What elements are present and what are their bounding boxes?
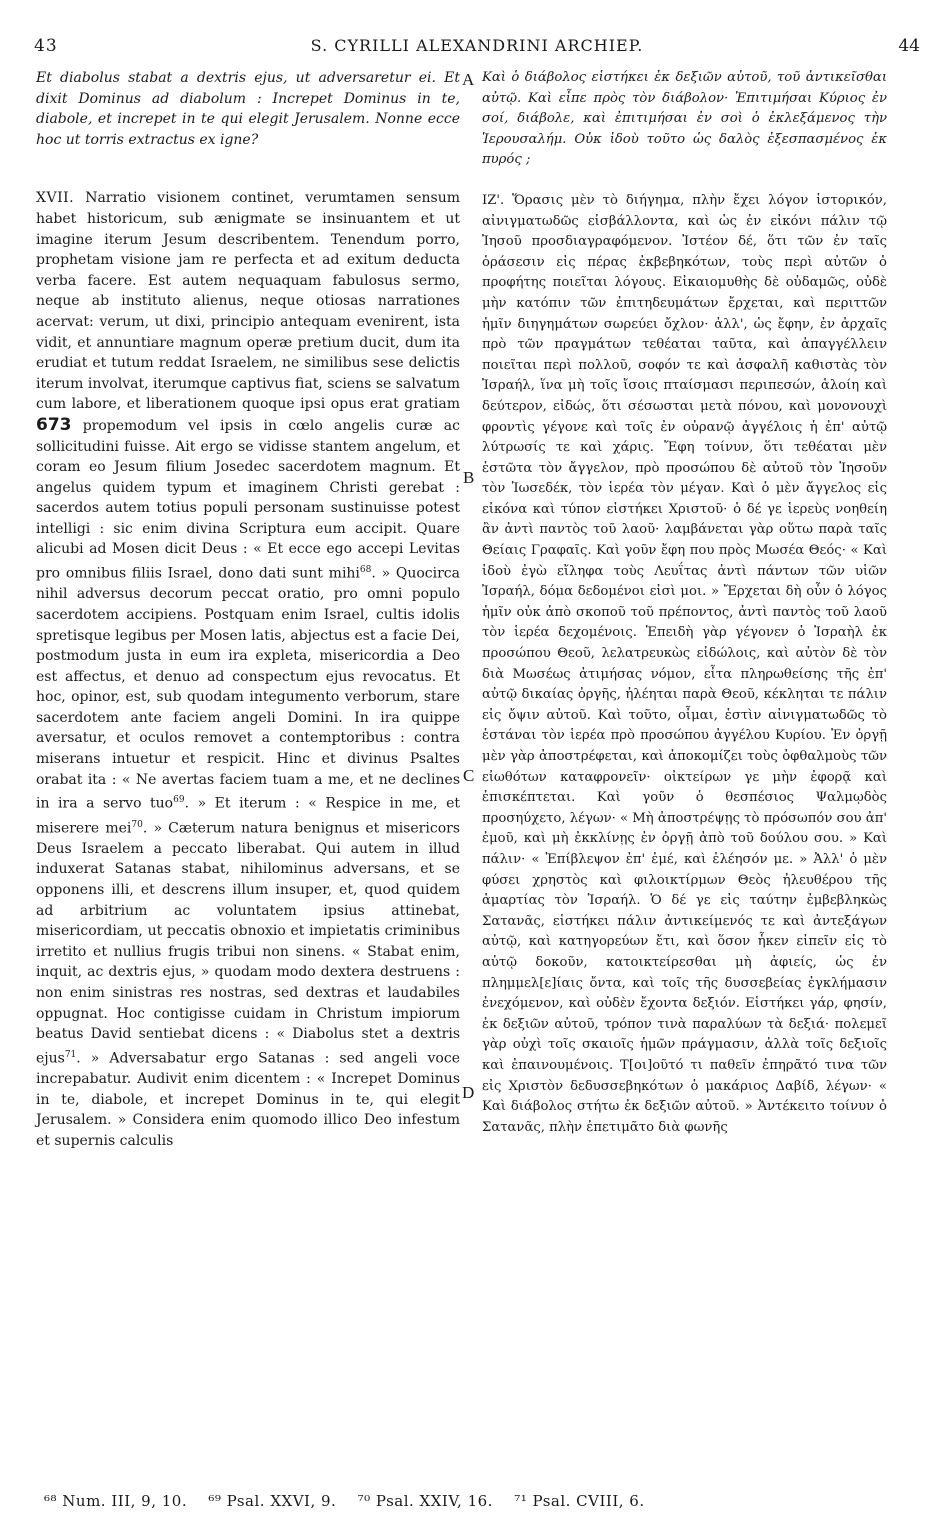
greek-text: Ὅρασις μὲν τὸ διήγημα, πλὴν ἔχει λόγον ἱστορικόν, αἰνιγματωδῶς εἰσβάλλοντα, καὶ ὡς ἐν εἰκόνι πάλιν τῷ Ἰησοῦ προσδιαγραφόμενον. Ἰστέον δέ, ὅτι τῶν ἐν ταῖς ὁράσεσιν εἰς πέρας ἐκβεβηκότων, τοὺς περὶ αὐτῶν ὁ προφήτης ποιεῖται λόγους. Εἰκαιομυθὴς δὲ οὐδαμῶς, οὐδὲ μὴν κατόπιν τῶν ἐπιτηδευμάτων ἔρχεται, καὶ περιττῶν ἡμῖν διηγημάτων σωρεύει ὄχλον· ἀλλ', ὡς ἔφην, ἐν ἀρχαῖς πρὸ τῶν πραγμάτων τεθέαται ταῦτα, καὶ ἀπαγγέλλειν ποιεῖται περὶ πολλοῦ, σοφόν τε καὶ ἀσφαλῆ καθιστὰς τὸν Ἰσραήλ, ἵνα μὴ τοῖς ἴσοις πταίσμασι περιπεσών, ἁλοίη καὶ δεύτερον, εἰδώς, ὅτι σέσωσται μετὰ πόνου, καὶ μονονουχὶ φροντὶς γέγονε καὶ τοῖς ἐν οὐρανῷ ἀγγέλοις ἡ ἐπ' αὐτῷ λύτρωσίς τε καὶ χάρις. Ἔφη τοίνυν, ὅτι τεθέαται μὲν ἑστῶτα τὸν ἄγγελον, πρὸ προσώπου δὲ αὐτοῦ τὸν Ἰησοῦν τὸν Ἰωσεδέκ, τὸν ἱερέα τὸν μέγαν. Καὶ ὁ μὲν ἄγγελος εἰς εἰκόνα καὶ τύπον εἱστήκει Χριστοῦ· ὁ δέ γε ἱερεὺς νοηθείη ἂν ἀντὶ παντὸς τοῦ λαοῦ· λαμβάνεται γὰρ οὕτω παρὰ ταῖς Θείαις Γραφαῖς. Καὶ γοῦν ἔφη που πρὸς Μωσέα Θεός· « Καὶ ἰδοὺ ἐγὼ εἴληφα τοὺς Λευΐτας ἀντὶ πάντων τῶν υἱῶν Ἰσραήλ, δόμα δεδομένοι εἰσὶ μοι. » Ἔρχεται δὴ οὖν ὁ λόγος ἡμῖν οὐκ ἀπὸ σκοποῦ τοῦ πρέποντος, ἀντὶ παντὸς τοῦ λαοῦ τὸν ἱερέα δεχομένοις. Ἐπειδὴ γὰρ γέγονεν ὁ Ἰσραὴλ ἐκ προσώπου Θεοῦ, λελατρευκὼς εἰδώλοις, καὶ αὐτὸν δὲ τὸν διὰ Μωσέως ἀτιμήσας νόμον, εἶτα πληρωθείσης τῆς ἐπ' αὐτῷ δικαίας ὀργῆς, ἠλέηται παρὰ Θεοῦ, κέκληται τε πάλιν εἰς ὄψιν αὐτοῦ. Καὶ τοῦτο, οἶμαι, ἐστὶν αἰνιγματωδῶς τὸ ἑστάναι τὸν ἱερέα πρὸ προσώπου ἀγγέλου Κυρίου. Ἐν ὀργῇ μὲν γὰρ ἀποστρέφεται, καὶ ἀποκομίζει τοὺς ὀφθαλμοὺς τῶν εἰωθότων καταφρονεῖν· οἰκτείρων γε μὴν ἐφορᾷ καὶ ἐπισκέπτεται. Καὶ γοῦν ὁ θεσπέσιος Ψαλμῳδὸς προσηύχετο, λέγων· « Μὴ ἀποστρέψῃς τὸ πρόσωπόν σου ἀπ' ἐμοῦ, καὶ μὴ ἐκκλίνῃς ἐν ὀργῇ ἀπὸ τοῦ δούλου σου. » Καὶ πάλιν· « Ἐπίβλεψον ἐπ' ἐμέ, καὶ ἐλέησόν με. » Ἀλλ' ὁ μὲν φύσει χρηστὸς καὶ φιλοικτίρμων Θεὸς ἠλευθέρου τῆς ἁμαρτίας τὸν Ἰσραήλ. Ὁ δέ γε εἰς ταύτην ἐμβεβληκὼς Σατανᾶς, εἱστήκει πάλιν ἀντικείμενός τε καὶ ἀντεξάγων αὐτῷ, καὶ κατηγορεύων ἔτι, καὶ ὅσον ἧκεν εἰπεῖν εἰς τὸ αὐτῷ δοκοῦν, κατοικτείρεσθαι μὴ ἀφιείς, ὡς ἐν πλημμελ[ε]ίαις ὄντα, καὶ τοῖς τῆς δυσσεβείας ἐγκλήμασιν ἐνεχόμενον, καὶ οὐδὲν ἔχοντα δεξιόν. Εἱστήκει γάρ, φησίν, ἐκ δεξιῶν αὐτοῦ, τρόπον τινὰ παραλύων τὰ δεξιά· πολεμεῖ γὰρ οὐχὶ τοῖς σκαιοῖς ἡμῶν πράγμασιν, ἀλλὰ τοῖς δεξιοῖς καὶ ἐπαινουμένοις. Τ[οι]οῦτό τι παθεῖν ἐπηρᾶτό τινα τῶν εἰς Χριστὸν δεδυσσεβηκότων ὁ μακάριος Δαβίδ, λέγων· « Καὶ διάβολος στήτω ἐκ δεξιῶν αὐτοῦ. » Ἀντέκειτο τοίνυν ὁ Σατανᾶς, πλὴν ἐπετιμᾶτο διὰ φωνῆς [482,192,887,1135]
latin-text-3: . » Quocirca nihil adversus decorum peccat oratio, pro omni populo sacerdotem accipiens. Postquam enim Israel, cultis idolis spretisque legibus per Mosen latis, abjectus est a facie Dei, postmodum justa in eum ira expleta, misericordia a Deo est affectus, et denuo ad conspectum ejus revocatus. Et hoc, opinor, est, sub quodam integumento verborum, stare sacerdotem ante faciem angeli Domini. In ira quippe aversatur, et oculos removet a contemptoribus : contra miserans intuetur et respicit. Hinc et divinus Psaltes orabat ita : « Ne avertas faciem tuam a me, et ne declines in ira a servo tuo [36,565,460,812]
footnote-70: ⁷⁰ Psal. XXIV, 16. [357,1492,493,1510]
latin-section-number: XVII. [36,190,75,207]
margin-marker-b: B [463,468,475,487]
margin-marker-a: A [462,70,475,89]
greek-column [482,68,887,1138]
page-number-right: 44 [898,36,920,56]
footnote-ref-71: 71 [64,1049,77,1060]
footnote-ref-70: 70 [131,819,143,830]
latin-text-2: propemodum vel ipsis in cœlo angelis curæ ac sollicitudini fuisse. Ait ergo se vidisse stantem angelum, et coram eo Jesum filium Josedec sacerdotem magnum. Et angelus quidem typum et imaginem Christi gerebat : sacerdos autem totius populi personam sustinuisse potest intelligi : sic enim divina Scriptura eum accipit. Quare alicubi ad Mosen dicit Deus : « Et ecce ego accepi Levitas pro omnibus filiis Israel, dono dati sunt mihi [36,417,460,582]
running-title: S. CYRILLI ALEXANDRINI ARCHIEP. [310,36,644,55]
margin-marker-c: C [463,766,475,785]
latin-intro: Et diabolus stabat a dextris ejus, ut adversaretur ei. Et dixit Dominus ad diabolum : Increpet Dominus in te, diabole, et increpet in te qui elegit Jerusalem. Nonne ecce hoc ut torris extractus ex igne? [36,70,460,148]
footnote-ref-69: 69 [173,795,185,806]
greek-body [482,191,887,1138]
latin-column [36,68,460,1151]
column-number: 673 [36,414,72,435]
latin-text-6: . » Adversabatur ergo Satanas : sed angeli voce increpabatur. Audivit enim dicentem : « Increpet Dominus in te, diabole, et increpet Dominus in te, qui elegit Jerusalem. » Considera enim quomodo illico Deo infestum et supernis calculis [36,1050,460,1149]
footnote-71: ⁷¹ Psal. CVIII, 6. [514,1492,645,1510]
latin-body [36,188,460,1151]
greek-section-number: ΙΖ'. [482,192,505,208]
footnote-ref-68: 68 [359,565,372,576]
latin-text-1: Narratio visionem continet, verumtamen sensum habet historicum, sub ænigmate se insinuantem et ut imagine iterum Jesum describentem. Tenendum porro, prophetam visione jam re perfecta et ad exitum deducta verba facere. Est autem nequaquam fabulosus sermo, neque ab instituto alienus, neque otiosas narrationes acervat: verum, ut dixi, principio antequam evenirent, ista vidit, et annuntiare magnum operæ pretium ducit, dum ita erudiat et tutum reddat Israelem, ne similibus sese delictis iterum involvat, iterumque captivus fiat, sciens se salvatum cum labore, et liberationem quoque ipsi opus erat gratiam [36,190,460,413]
greek-intro: Καὶ ὁ διάβολος εἱστήκει ἐκ δεξιῶν αὐτοῦ, τοῦ ἀντικεῖσθαι αὐτῷ. Καὶ εἶπε πρὸς τὸν διάβολον· Ἐπιτιμήσαι Κύριος ἐν σοί, διάβολε, καὶ ἐπιτιμήσαι ἐν σοὶ ὁ ἐκλεξάμενος τὴν Ἱερουσαλήμ. Οὐκ ἰδοὺ τοῦτο ὡς δαλὸς ἐξεσπασμένος ἐκ πυρός ; [482,70,887,168]
running-header [34,36,920,60]
footnote-69: ⁶⁹ Psal. XXVI, 9. [208,1492,337,1510]
footnotes [44,1492,904,1510]
footnote-68: ⁶⁸ Num. III, 9, 10. [44,1492,188,1510]
margin-marker-d: D [462,1083,475,1102]
latin-text-4: . » Et iterum : « Respice in me, et miserere mei [36,795,461,837]
latin-text-5: . » Cæterum natura benignus et misericors Deus Israelem a peccato liberabat. Qui autem in illud induxerat Satanas stabat, nihilominus adversans, et se opponens illi, et descrens illum insuper, et, quod quidem ad arbitrium ac voluntatem ipsius attinebat, misericordiam, ut peccatis obnoxio et impietatis criminibus irretito et nullius frugis tribui non sinens. « Stabat enim, inquit, ac dextris ejus, » quodam modo dextera destruens : non enim sinistras res nostras, sed dextras et laudabiles oppugnat. Hoc contigisse cuidam in Christum impiorum beatus David sentiebat dicens : « Diabolus stet a dextris ejus [36,820,461,1067]
page-number-left: 43 [34,36,58,56]
